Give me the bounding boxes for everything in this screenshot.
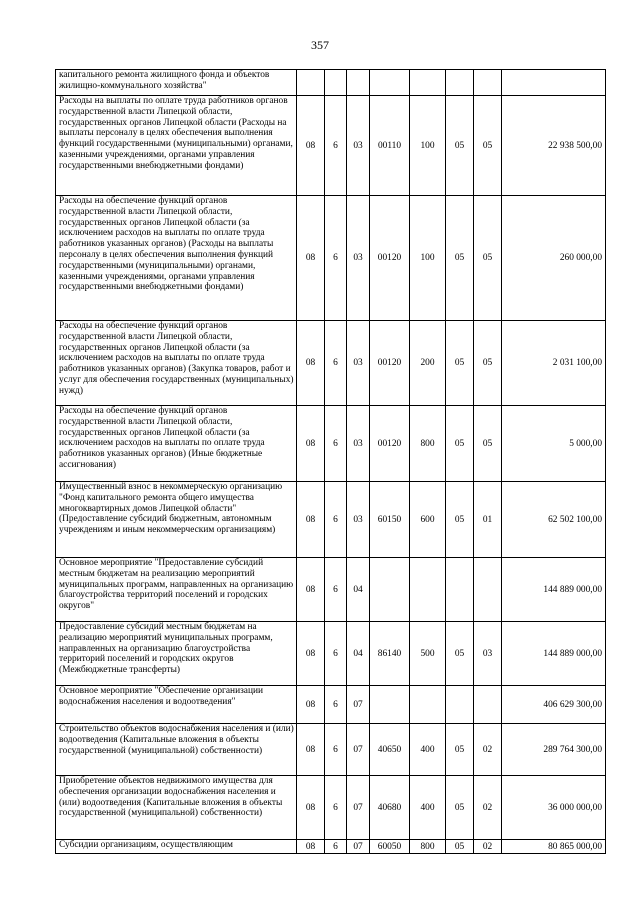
code-cell: 08 bbox=[297, 406, 325, 482]
code-cell: 800 bbox=[410, 406, 446, 482]
code-cell: 07 bbox=[347, 686, 370, 724]
code-cell: 08 bbox=[297, 686, 325, 724]
code-cell: 05 bbox=[474, 406, 502, 482]
code-cell bbox=[474, 686, 502, 724]
code-cell: 05 bbox=[446, 406, 474, 482]
code-cell bbox=[446, 686, 474, 724]
row-description: Основное мероприятие "Предоставление субсидий местным бюджетам на реализацию мероприятий муниципальных программ, направленных на организацию благоустройства территорий поселений и городских округов" bbox=[56, 558, 297, 622]
code-cell: 07 bbox=[347, 840, 370, 854]
amount-cell: 289 764 300,00 bbox=[502, 724, 606, 776]
code-cell: 08 bbox=[297, 321, 325, 406]
code-cell: 40650 bbox=[370, 724, 410, 776]
code-cell bbox=[370, 558, 410, 622]
code-cell: 100 bbox=[410, 196, 446, 321]
code-cell bbox=[370, 686, 410, 724]
code-cell: 00120 bbox=[370, 406, 410, 482]
row-description: Основное мероприятие "Обеспечение организации водоснабжения населения и водоотведения" bbox=[56, 686, 297, 724]
code-cell: 01 bbox=[474, 482, 502, 558]
code-cell: 03 bbox=[347, 96, 370, 196]
code-cell: 6 bbox=[325, 482, 347, 558]
amount-cell: 144 889 000,00 bbox=[502, 622, 606, 686]
code-cell: 08 bbox=[297, 196, 325, 321]
code-cell: 600 bbox=[410, 482, 446, 558]
code-cell: 6 bbox=[325, 406, 347, 482]
table-row bbox=[56, 622, 606, 686]
code-cell bbox=[474, 70, 502, 96]
amount-cell: 2 031 100,00 bbox=[502, 321, 606, 406]
code-cell bbox=[446, 70, 474, 96]
code-cell bbox=[410, 70, 446, 96]
code-cell: 6 bbox=[325, 840, 347, 854]
amount-cell: 406 629 300,00 bbox=[502, 686, 606, 724]
table-row bbox=[56, 406, 606, 482]
code-cell: 05 bbox=[446, 482, 474, 558]
code-cell: 6 bbox=[325, 686, 347, 724]
code-cell: 6 bbox=[325, 724, 347, 776]
budget-table bbox=[55, 69, 606, 854]
code-cell bbox=[325, 70, 347, 96]
code-cell bbox=[446, 558, 474, 622]
code-cell: 400 bbox=[410, 724, 446, 776]
code-cell: 05 bbox=[474, 321, 502, 406]
code-cell: 60050 bbox=[370, 840, 410, 854]
code-cell bbox=[474, 558, 502, 622]
amount-cell: 22 938 500,00 bbox=[502, 96, 606, 196]
code-cell: 03 bbox=[474, 622, 502, 686]
table-row bbox=[56, 321, 606, 406]
row-description: Предоставление субсидий местным бюджетам на реализацию мероприятий муниципальных программ, направленных на организацию благоустройства территорий поселений и городских округов (Межбюджетные трансферты) bbox=[56, 622, 297, 686]
table-row bbox=[56, 96, 606, 196]
code-cell: 08 bbox=[297, 840, 325, 854]
amount-cell: 260 000,00 bbox=[502, 196, 606, 321]
code-cell: 02 bbox=[474, 840, 502, 854]
page-number: 357 bbox=[311, 38, 329, 52]
row-description: Субсидии организациям, осуществляющим bbox=[56, 840, 297, 854]
budget-table-body bbox=[56, 70, 606, 854]
code-cell: 200 bbox=[410, 321, 446, 406]
code-cell bbox=[410, 686, 446, 724]
row-description: Расходы на обеспечение функций органов государственной власти Липецкой области, государственных органов Липецкой области (за исключением расходов на выплаты по оплате труда работников указанных органов) (Закупка товаров, работ и услуг для обеспечения государственных (муниципальных) нужд) bbox=[56, 321, 297, 406]
code-cell: 03 bbox=[347, 482, 370, 558]
code-cell: 05 bbox=[446, 724, 474, 776]
table-row bbox=[56, 558, 606, 622]
code-cell: 03 bbox=[347, 196, 370, 321]
code-cell: 05 bbox=[446, 96, 474, 196]
code-cell: 05 bbox=[446, 840, 474, 854]
table-row bbox=[56, 482, 606, 558]
code-cell: 03 bbox=[347, 406, 370, 482]
row-description: Расходы на обеспечение функций органов государственной власти Липецкой области, государственных органов Липецкой области (за исключением расходов на выплаты по оплате труда работников указанных органов) (Расходы на выплаты персоналу в целях обеспечения выполнения функций государственными (муниципальными) органами, казенными учреждениями, органами управления государственными внебюджетными фондами) bbox=[56, 196, 297, 321]
table-row bbox=[56, 686, 606, 724]
row-description: Расходы на обеспечение функций органов государственной власти Липецкой области, государственных органов Липецкой области (за исключением расходов на выплаты по оплате труда работников указанных органов) (Иные бюджетные ассигнования) bbox=[56, 406, 297, 482]
code-cell: 6 bbox=[325, 622, 347, 686]
code-cell: 05 bbox=[474, 96, 502, 196]
code-cell: 05 bbox=[474, 196, 502, 321]
row-description: Имущественный взнос в некоммерческую организацию "Фонд капитального ремонта общего имущества многоквартирных домов Липецкой области" (Предоставление субсидий бюджетным, автономным учреждениям и иным некоммерческим организациям) bbox=[56, 482, 297, 558]
code-cell: 05 bbox=[446, 321, 474, 406]
code-cell: 00120 bbox=[370, 196, 410, 321]
code-cell: 500 bbox=[410, 622, 446, 686]
code-cell: 6 bbox=[325, 558, 347, 622]
table-row bbox=[56, 70, 606, 96]
code-cell: 03 bbox=[347, 321, 370, 406]
code-cell: 07 bbox=[347, 776, 370, 840]
amount-cell: 5 000,00 bbox=[502, 406, 606, 482]
code-cell: 100 bbox=[410, 96, 446, 196]
code-cell: 800 bbox=[410, 840, 446, 854]
row-description: капитального ремонта жилищного фонда и объектов жилищно-коммунального хозяйства" bbox=[56, 70, 297, 96]
code-cell: 6 bbox=[325, 196, 347, 321]
code-cell: 08 bbox=[297, 776, 325, 840]
code-cell: 00120 bbox=[370, 321, 410, 406]
code-cell: 08 bbox=[297, 622, 325, 686]
code-cell: 04 bbox=[347, 558, 370, 622]
code-cell: 08 bbox=[297, 558, 325, 622]
code-cell bbox=[370, 70, 410, 96]
code-cell: 6 bbox=[325, 96, 347, 196]
row-description: Строительство объектов водоснабжения населения и (или) водоотведения (Капитальные вложения в объекты государственной (муниципальной) собственности) bbox=[56, 724, 297, 776]
table-row bbox=[56, 776, 606, 840]
row-description: Приобретение объектов недвижимого имущества для обеспечения организации водоснабжения населения и (или) водоотведения (Капитальные вложения в объекты государственной (муниципальной) собственности) bbox=[56, 776, 297, 840]
code-cell: 05 bbox=[446, 622, 474, 686]
code-cell: 07 bbox=[347, 724, 370, 776]
code-cell: 02 bbox=[474, 724, 502, 776]
amount-cell: 144 889 000,00 bbox=[502, 558, 606, 622]
table-row bbox=[56, 840, 606, 854]
code-cell: 05 bbox=[446, 776, 474, 840]
code-cell: 60150 bbox=[370, 482, 410, 558]
code-cell: 00110 bbox=[370, 96, 410, 196]
code-cell: 08 bbox=[297, 96, 325, 196]
code-cell: 02 bbox=[474, 776, 502, 840]
amount-cell: 80 865 000,00 bbox=[502, 840, 606, 854]
code-cell: 6 bbox=[325, 776, 347, 840]
code-cell: 05 bbox=[446, 196, 474, 321]
table-row bbox=[56, 196, 606, 321]
code-cell: 86140 bbox=[370, 622, 410, 686]
code-cell: 04 bbox=[347, 622, 370, 686]
amount-cell: 36 000 000,00 bbox=[502, 776, 606, 840]
code-cell bbox=[297, 70, 325, 96]
code-cell: 6 bbox=[325, 321, 347, 406]
code-cell: 08 bbox=[297, 482, 325, 558]
code-cell bbox=[347, 70, 370, 96]
code-cell: 400 bbox=[410, 776, 446, 840]
code-cell bbox=[410, 558, 446, 622]
amount-cell: 62 502 100,00 bbox=[502, 482, 606, 558]
amount-cell bbox=[502, 70, 606, 96]
table-row bbox=[56, 724, 606, 776]
code-cell: 08 bbox=[297, 724, 325, 776]
code-cell: 40680 bbox=[370, 776, 410, 840]
row-description: Расходы на выплаты по оплате труда работников органов государственной власти Липецкой области, государственных органов Липецкой области (Расходы на выплаты персоналу в целях обеспечения выполнения функций государственными (муниципальными) органами, казенными учреждениями, органами управления государственными внебюджетными фондами) bbox=[56, 96, 297, 196]
